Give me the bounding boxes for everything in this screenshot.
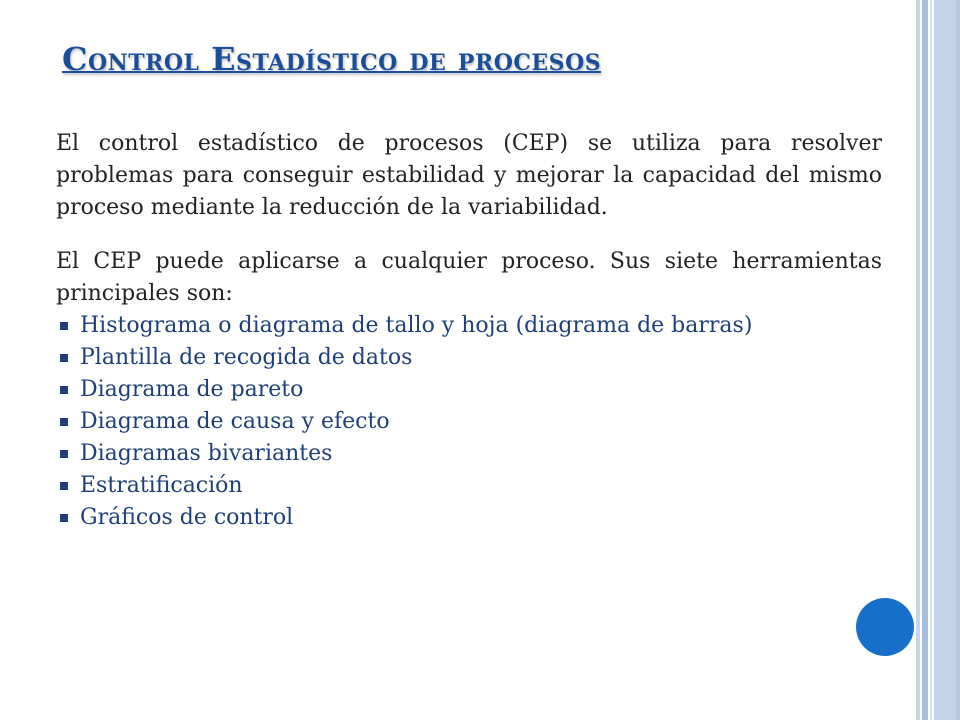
list-item [56, 342, 882, 374]
tools-list [56, 310, 882, 534]
square-bullet-icon [60, 386, 68, 394]
square-bullet-icon [60, 482, 68, 490]
slide-title: Control Estadístico de procesos [62, 40, 602, 78]
tools-paragraph: El CEP puede aplicarse a cualquier proceso. Sus siete herramientas principales son: [56, 249, 882, 306]
slide-content [56, 128, 882, 534]
list-item-text: Plantilla de recogida de datos [80, 345, 413, 370]
list-item-text: Histograma o diagrama de tallo y hoja (diagrama de barras) [80, 313, 753, 338]
list-item-text: Estratificación [80, 473, 243, 498]
list-item-text: Diagrama de pareto [80, 377, 304, 402]
list-item [56, 406, 882, 438]
list-item-text: Diagrama de causa y efecto [80, 409, 390, 434]
list-item [56, 374, 882, 406]
square-bullet-icon [60, 322, 68, 330]
square-bullet-icon [60, 514, 68, 522]
decorative-circle [856, 598, 914, 656]
square-bullet-icon [60, 418, 68, 426]
intro-paragraph: El control estadístico de procesos (CEP) se utiliza para resolver problemas para conseguir estabilidad y mejorar la capacidad del mismo proceso mediante la reducción de la variabilidad. [56, 131, 882, 220]
list-item-text: Gráficos de control [80, 505, 294, 530]
square-bullet-icon [60, 450, 68, 458]
list-item [56, 502, 882, 534]
side-bar [916, 0, 920, 720]
side-bar [930, 0, 932, 720]
list-item [56, 470, 882, 502]
decorative-side-bars [916, 0, 960, 720]
list-item [56, 438, 882, 470]
side-bar [934, 0, 956, 720]
square-bullet-icon [60, 354, 68, 362]
side-bar [956, 0, 960, 720]
side-bar [922, 0, 928, 720]
list-item-text: Diagramas bivariantes [80, 441, 333, 466]
list-item [56, 310, 882, 342]
